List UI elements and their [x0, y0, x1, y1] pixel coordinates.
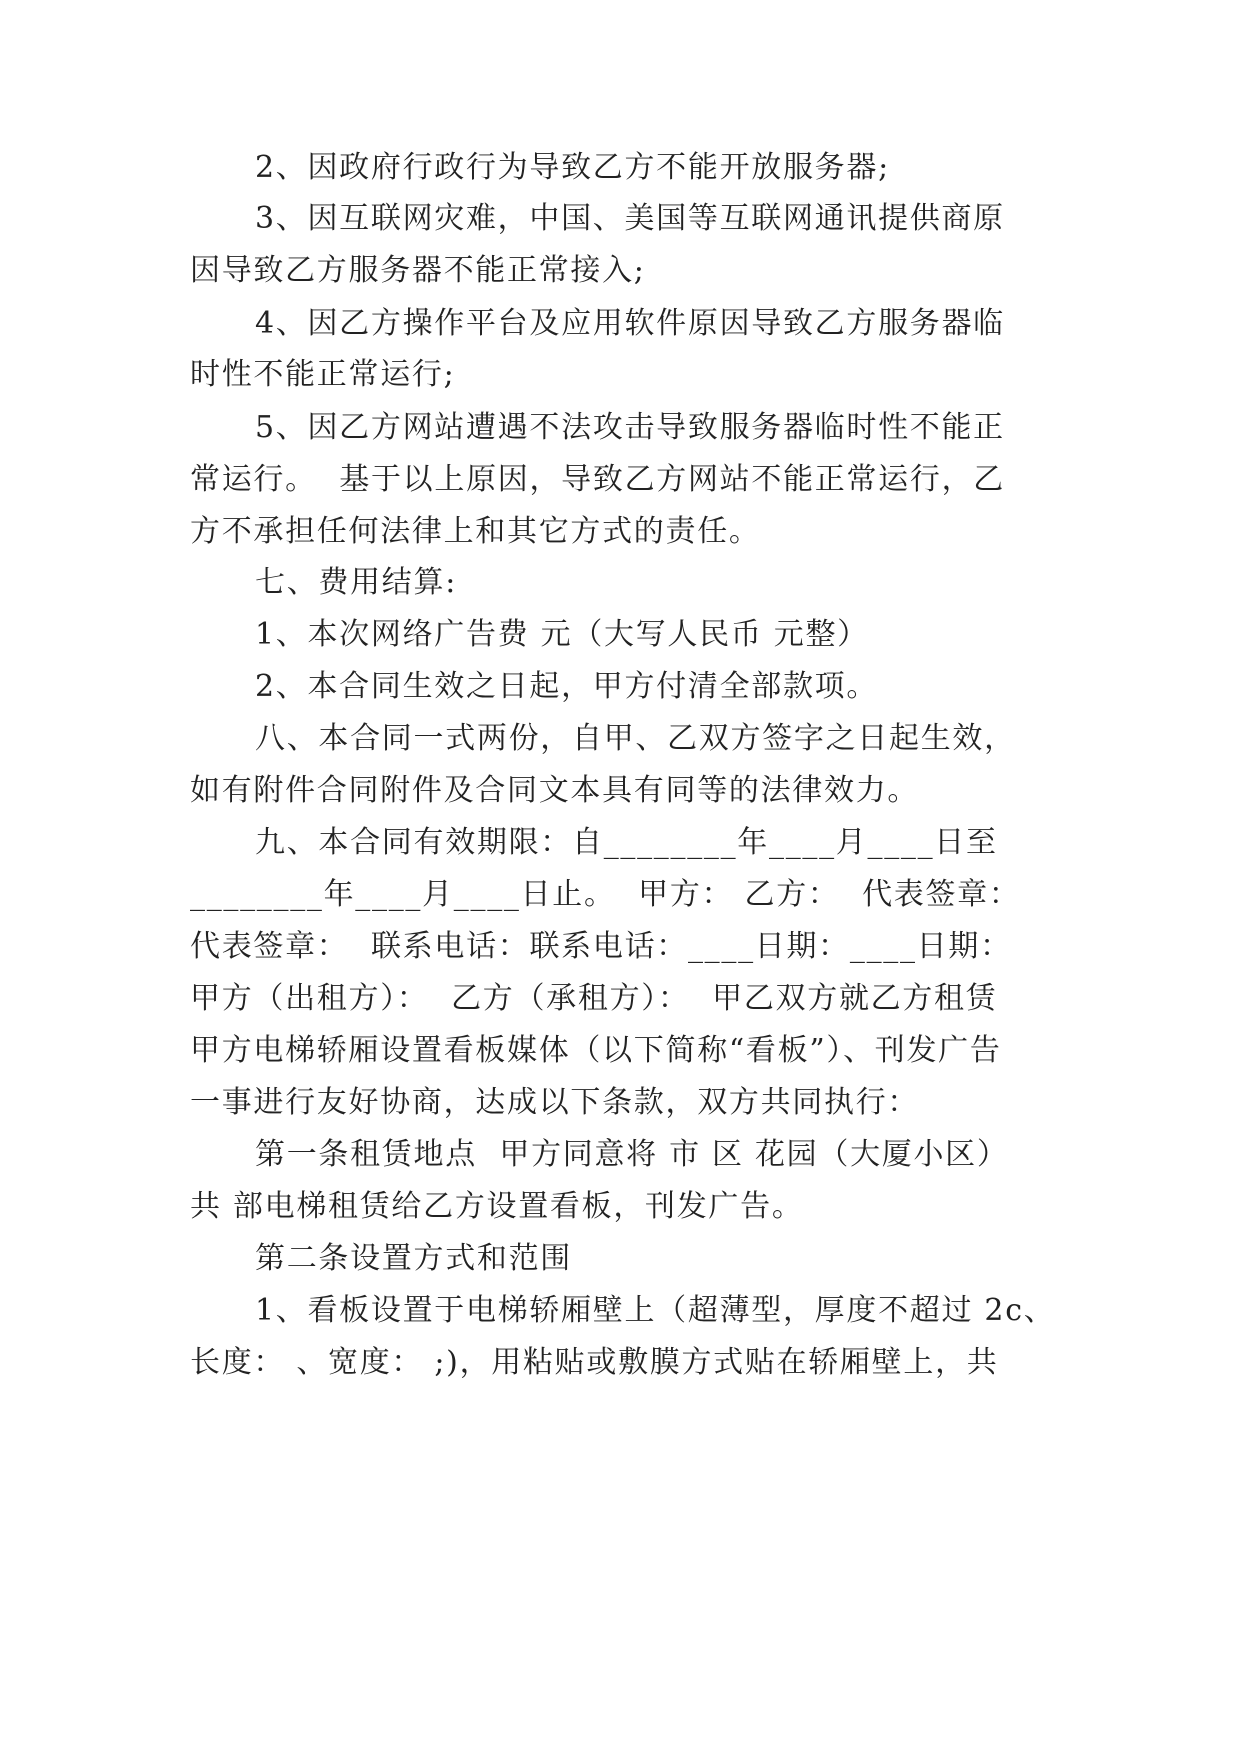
text-line: 4、因乙方操作平台及应用软件原因导致乙方服务器临 — [255, 306, 1005, 341]
text-line: 第二条设置方式和范围 — [255, 1241, 572, 1276]
text-line: 甲方电梯轿厢设置看板媒体（以下简称“看板”）、刊发广告 — [190, 1033, 1002, 1068]
text-line: 甲方（出租方）： 乙方（承租方）： 甲乙双方就乙方租赁 — [190, 981, 998, 1016]
text-line: 方不承担任何法律上和其它方式的责任。 — [190, 514, 761, 549]
text-line: 共 部电梯租赁给乙方设置看板，刊发广告。 — [190, 1189, 804, 1224]
text-line: 1、看板设置于电梯轿厢壁上（超薄型，厚度不超过 2c、 — [255, 1293, 1056, 1328]
text-line: 如有附件合同附件及合同文本具有同等的法律效力。 — [190, 773, 920, 808]
text-line: 2、因政府行政行为导致乙方不能开放服务器; — [255, 150, 890, 185]
text-line: 代表签章： 联系电话：联系电话：____日期：____日期： — [190, 929, 1012, 964]
text-line: 因导致乙方服务器不能正常接入; — [190, 253, 646, 288]
text-line: 3、因互联网灾难，中国、美国等互联网通讯提供商原 — [255, 201, 1005, 236]
text-line: 5、因乙方网站遭遇不法攻击导致服务器临时性不能正 — [255, 410, 1005, 445]
text-line: 1、本次网络广告费 元（大写人民币 元整） — [255, 617, 869, 652]
text-line: 一事进行友好协商，达成以下条款，双方共同执行： — [190, 1085, 920, 1120]
text-line: 长度： 、宽度： ;)，用粘贴或敷膜方式贴在轿厢壁上，共 — [190, 1345, 999, 1380]
text-line: 第一条租赁地点 甲方同意将 市 区 花园（大厦小区） — [255, 1137, 1009, 1172]
text-line: 2、本合同生效之日起，甲方付清全部款项。 — [255, 669, 879, 704]
text-line: 时性不能正常运行; — [190, 357, 456, 392]
text-line: 七、费用结算: — [255, 565, 458, 600]
text-line: 八、本合同一式两份，自甲、乙双方签字之日起生效， — [255, 721, 1016, 756]
text-line: 九、本合同有效期限：自________年____月____日至 — [255, 825, 998, 860]
text-line: 常运行。 基于以上原因，导致乙方网站不能正常运行，乙 — [190, 462, 1005, 497]
text-line: ________年____月____日止。 甲方： 乙方： 代表签章： — [190, 877, 1021, 912]
